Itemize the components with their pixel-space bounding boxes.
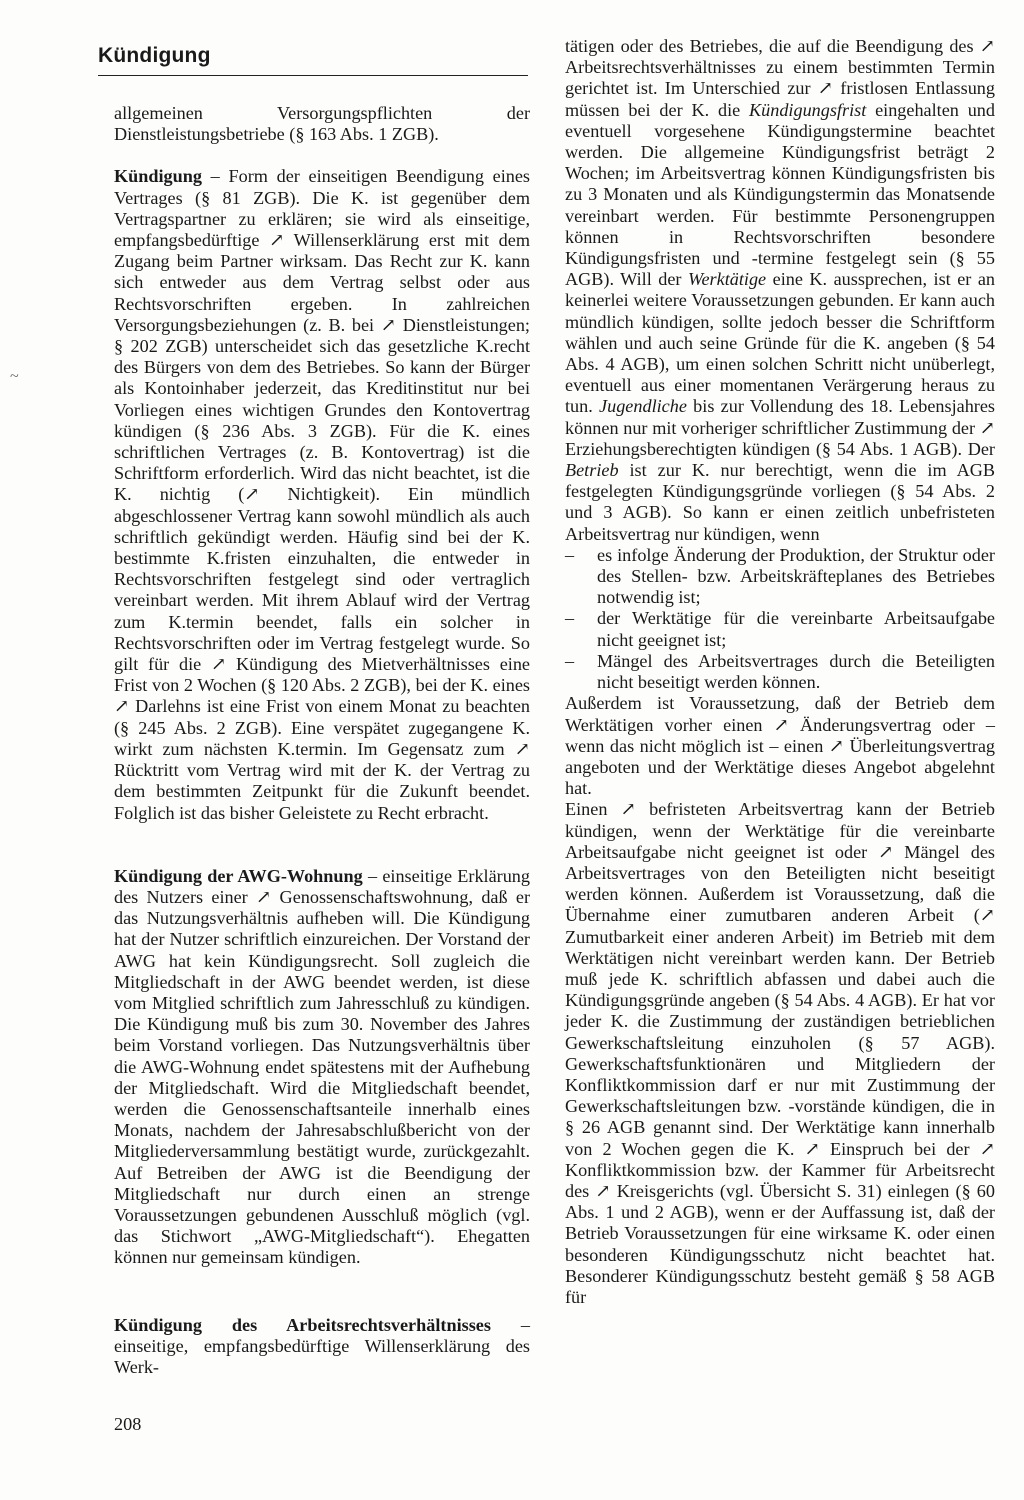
list-item: – der Werktätige für die vereinbarte Arbeitsaufgabe nicht geeignet ist; bbox=[565, 608, 995, 650]
text-run: ist zur K. nur berechtigt, wenn die im AGB festgelegten Kündigungsgründe vorliegen (§ 54 Abs. 2 und 3 AGB). So kann er einen zeitlich unbefristeten Arbeitsvertrag nur kündigen, wenn bbox=[565, 460, 995, 544]
conditions-list bbox=[565, 545, 995, 693]
page-number: 208 bbox=[114, 1414, 142, 1434]
list-item: – Mängel des Arbeitsvertrages durch die Beteiligten nicht beseitigt werden können. bbox=[565, 651, 995, 693]
paragraph-aenderungsvertrag: Außerdem ist Voraussetzung, daß der Betrieb dem Werktätigen vorher einen ↗ Änderungsvertrag oder – wenn das nicht möglich ist – einen ↗ Überleitungsvertrag angeboten und der Werktätige dieses Angebot abgelehnt hat. bbox=[565, 693, 995, 799]
italic-term: Kündigungsfrist bbox=[749, 99, 867, 120]
margin-mark: ~ bbox=[10, 368, 19, 385]
right-column bbox=[565, 36, 995, 1308]
entry-text: – Form der einseitigen Beendigung eines Vertrages (§ 81 ZGB). Die K. ist gegenüber dem Vertragspartner zu erklären; sie wird als einseitige, empfangsbedürftige ↗ Willenserklärung erst mit dem Zugang beim Partner wirksam. Das Recht zur K. kann sich entweder aus dem Vertrag selbst oder aus Rechtsvorschriften ergeben. In zahlreichen Versorgungsbeziehungen (z. B. bei ↗ Dienstleistungen; § 202 ZGB) unterscheidet sich das gesetzliche K.recht des Bürgers von dem des Betriebes. So kann der Bürger als Kontoinhaber jederzeit, das Kreditinstitut nur bei Vorliegen eines wichtigen Grundes den Kontovertrag kündigen (§ 236 Abs. 3 ZGB). Für die K. eines schriftlichen Vertrages (z. B. Kontovertrag) ist die Schriftform erforderlich. Wird das nicht beachtet, ist die K. nichtig (↗ Nichtigkeit). Ein mündlich abgeschlossener Vertrag kann sowohl mündlich als auch schriftlich gekündigt werden. Häufig sind bei der K. bestimmte K.fristen einzuhalten, die entweder in Rechtsvorschriften festgelegt sind oder vertraglich vereinbart werden. Mit ihrem Ablauf wird der Vertrag zum K.termin beendet, falls ein solcher in Rechtsvorschriften oder im Vertrag festgelegt wurde. So gilt für die ↗ Kündigung des Mietverhältnisses eine Frist von 2 Wochen (§ 120 Abs. 2 ZGB), bei der K. eines ↗ Darlehns ist eine Frist von einem Monat zu beachten (§ 245 Abs. 2 ZGB). Eine verspätet zugegangene K. wirkt zum nächsten K.termin. Im Gegensatz zum ↗ Rücktritt vom Vertrag wird mit der K. der Vertrag zu dem bestimmten Zeitpunkt für die Zukunft beendet. Folglich ist das bisher Geleistete zu Recht erbracht. bbox=[114, 166, 530, 823]
entry-text: – einseitige Erklärung des Nutzers einer ↗ Genossenschaftswohnung, daß er das Nutzungsverhältnis aufheben will. Die Kündigung hat der Nutzer schriftlich einzureichen. Der Vorstand der AWG hat kein Kündigungsrecht. Soll zugleich die Mitgliedschaft in der AWG beendet werden, ist diese vom Mitglied schriftlich zum Jahresschluß zu kündigen. Die Kündigung muß bis zum 30. November des Jahres beim Vorstand vorliegen. Das Nutzungsverhältnis über die AWG-Wohnung endet spätestens mit der Aufhebung der Mitgliedschaft. Wird die Mitgliedschaft beendet, werden die Genossenschaftsanteile innerhalb eines Monats, nachdem der Jahresabschlußbericht von der Mitgliederversammlung bestätigt wurde, zurückgezahlt. Auf Betreiben der AWG ist die Beendigung der Mitgliedschaft nur durch einen an strenge Voraussetzungen gebundenen Ausschluß möglich (vgl. das Stichwort „AWG-Mitgliedschaft“). Ehegatten können nur gemeinsam kündigen. bbox=[114, 865, 530, 1268]
italic-term: Betrieb bbox=[565, 460, 619, 481]
entry-term: Kündigung bbox=[114, 166, 202, 187]
text-run: bis zur Vollendung des 18. Lebensjahres können nur mit vorheriger schriftlicher Zustimmung der ↗ Erziehungsberechtigten kündigen (§ 54 Abs. 1 AGB). Der bbox=[565, 396, 995, 459]
entry-term: Kündigung der AWG-Wohnung bbox=[114, 865, 363, 886]
entry-kuendigung-arbeitsrechtsverhaeltnis bbox=[114, 1315, 530, 1379]
entry-kuendigung-awg-wohnung bbox=[114, 866, 530, 1269]
text-run: tätigen oder des Betriebes, die auf die Beendigung des ↗ Arbeitsrechtsverhältnisses zu einem bestimmten Termin gerichtet ist. Im Unterschied zur ↗ fristlosen Entlassung müssen bei der K. die bbox=[565, 36, 995, 120]
header-rule bbox=[98, 75, 528, 76]
italic-term: Werktätige bbox=[688, 269, 767, 290]
entry-kuendigung bbox=[114, 166, 530, 823]
paragraph-befristeter-vertrag: Einen ↗ befristeten Arbeitsvertrag kann der Betrieb kündigen, wenn der Werktätige für die vereinbarte Arbeitsaufgabe nicht geeignet ist oder ↗ Mängel des Arbeitsvertrages von den Beteiligten nicht beseitigt werden können. Außerdem ist Voraussetzung, daß die Übernahme einer zumutbaren anderen Arbeit (↗ Zumutbarkeit einer anderen Arbeit) im Betrieb mit dem Werktätigen nicht vereinbart werden kann. Der Betrieb muß jede K. schriftlich abfassen und dabei auch die Kündigungsgründe angeben (§ 54 Abs. 4 AGB). Er hat vor jeder K. die Zustimmung der zuständigen betrieblichen Gewerkschaftsleitung einzuholen (§ 57 AGB). Gewerkschaftsfunktionären und Mitgliedern der Konfliktkommission darf er nur mit Zustimmung der Gewerkschaftsleitungen bzw. -vorstände kündigen, die in § 26 AGB genannt sind. Der Werktätige kann innerhalb von 2 Wochen gegen die K. ↗ Einspruch bei der ↗ Konfliktkommission bzw. der Kammer für Arbeitsrecht des ↗ Kreisgerichts (vgl. Übersicht S. 31) einlegen (§ 60 Abs. 1 und 2 AGB), wenn er der Auffassung ist, daß der Betrieb Voraussetzungen für eine wirksame K. oder einen besonderen Kündigungsschutz nicht beachtet hat. Besonderer Kündigungsschutz besteht gemäß § 58 AGB für bbox=[565, 799, 995, 1307]
left-column bbox=[114, 103, 530, 1378]
text-run: eingehalten und eventuell vorgesehene Kündigungstermine beachtet werden. Die allgemeine Kündigungsfrist beträgt 2 Wochen; im Arbeitsvertrag können Kündigungsfristen bis zu 3 Monaten und als Kündigungstermin das Monatsende vereinbart werden. Für bestimmte Personengruppen können in Rechtsvorschriften besondere Kündigungsfristen und -termine festgelegt sein (§ 55 AGB). Will der bbox=[565, 99, 995, 290]
text-run: eine K. aussprechen, ist er an keinerlei weitere Voraussetzungen gebunden. Er kann auch mündlich kündigen, sollte jedoch besser die Schriftform wählen und auch seine Gründe für die K. angeben (§ 54 Abs. 4 AGB), um einen solchen Schritt nicht unüberlegt, eventuell aus einer momentanen Verärgerung heraus zu tun. bbox=[565, 269, 995, 417]
entry-text: – einseitige, empfangsbedürftige Willenserklärung des Werk- bbox=[114, 1314, 531, 1377]
continuation-paragraph: allgemeinen Versorgungspflichten der Dienstleistungsbetriebe (§ 163 Abs. 1 ZGB). bbox=[114, 103, 530, 145]
page-header-title: Kündigung bbox=[98, 44, 211, 67]
italic-term: Jugendliche bbox=[599, 396, 687, 417]
entry-term: Kündigung des Arbeitsrechtsverhältnisses bbox=[114, 1314, 491, 1335]
continued-entry-paragraph bbox=[565, 36, 995, 545]
list-item: – es infolge Änderung der Produktion, der Struktur oder des Stellen- bzw. Arbeitskräfteplanes des Betriebes notwendig ist; bbox=[565, 545, 995, 609]
